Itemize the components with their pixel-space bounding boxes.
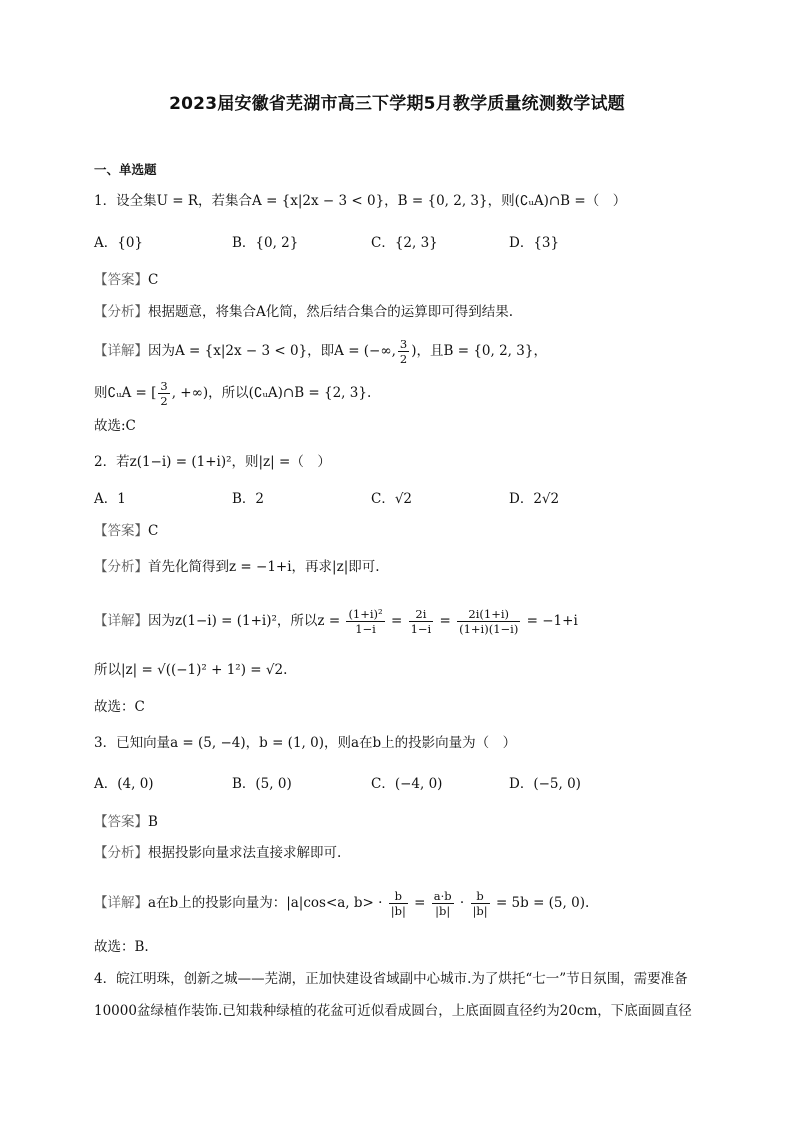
question-3-stem: 3．已知向量a = (5, −4)，b = (1, 0)，则a在b上的投影向量为（ ） bbox=[94, 735, 517, 751]
q1-answer bbox=[94, 270, 158, 290]
q1-option-b: B．{0, 2} bbox=[232, 235, 299, 251]
detail-label: 【详解】 bbox=[94, 895, 148, 911]
q2-f2-numerator: 2i bbox=[409, 607, 434, 622]
q3-conclusion: 故选：B. bbox=[94, 939, 149, 955]
q3-detail-text: a在b上的投影向量为：|a|cos<a, b> · bbox=[148, 895, 383, 911]
q3-detail-result: = 5b = (5, 0). bbox=[495, 895, 590, 911]
q1-fraction-numerator: 3 bbox=[399, 337, 408, 351]
detail-label: 【详解】 bbox=[94, 343, 148, 359]
analysis-label: 【分析】 bbox=[94, 559, 148, 575]
section-heading: 一、单选题 bbox=[94, 162, 157, 177]
q3-analysis bbox=[94, 843, 341, 863]
q3-fraction-3 bbox=[471, 889, 490, 918]
q3-fraction-1 bbox=[389, 889, 408, 918]
question-4-line-2: 10000盆绿植作装饰.已知栽种绿植的花盆可近似看成圆台，上底面圆直径约为20cm，下底面圆直径 bbox=[94, 1003, 692, 1019]
q3-option-b: B．(5, 0) bbox=[232, 776, 292, 792]
q2-f1-denominator: 1−i bbox=[355, 622, 376, 636]
q2-answer-value: C bbox=[148, 523, 159, 539]
q3-answer-value: B bbox=[148, 814, 158, 830]
answer-label: 【答案】 bbox=[94, 272, 148, 288]
q2-fraction-2 bbox=[409, 607, 434, 636]
q1-detail-text-tail: )，且B = {0, 2, 3}， bbox=[411, 343, 547, 359]
q3-g3-numerator: b bbox=[471, 889, 490, 904]
q1-analysis bbox=[94, 302, 513, 322]
q3-option-a: A．(4, 0) bbox=[94, 776, 154, 792]
question-1-stem: 1．设全集U = R，若集合A = {x|2x − 3 < 0}，B = {0, 2, 3}，则(∁ᵤA)∩B =（ ） bbox=[94, 193, 627, 209]
q2-option-b: B．2 bbox=[232, 491, 265, 507]
q1-fraction-2 bbox=[158, 379, 169, 408]
q3-g1-numerator: b bbox=[389, 889, 408, 904]
q3-g2-denominator: |b| bbox=[435, 904, 451, 918]
q1-option-c: C．{2, 3} bbox=[371, 235, 438, 251]
page-title: 2023届安徽省芜湖市高三下学期5月教学质量统测数学试题 bbox=[169, 94, 625, 114]
q2-f3-numerator: 2i(1+i) bbox=[457, 607, 520, 622]
answer-label: 【答案】 bbox=[94, 814, 148, 830]
q3-g3-denominator: |b| bbox=[472, 904, 488, 918]
q1-complement-result: , +∞)，所以(∁ᵤA)∩B = {2, 3}. bbox=[171, 385, 372, 401]
q1-analysis-text: 根据题意，将集合A化简，然后结合集合的运算即可得到结果. bbox=[148, 304, 514, 320]
q1-detail-line-1 bbox=[94, 337, 547, 366]
question-2-stem: 2．若z(1−i) = (1+i)²，则|z| =（ ） bbox=[94, 454, 331, 470]
q1-complement-text: 则∁ᵤA = [ bbox=[94, 385, 157, 401]
q3-g2-numerator: a·b bbox=[433, 889, 452, 903]
q2-detail-line-2: 所以|z| = √((−1)² + 1²) = √2. bbox=[94, 662, 288, 678]
q1-fraction-2-denominator: 2 bbox=[160, 394, 168, 408]
answer-label: 【答案】 bbox=[94, 523, 148, 539]
q2-answer bbox=[94, 521, 158, 541]
q2-f3-denominator: (1+i)(1−i) bbox=[459, 622, 519, 636]
q2-analysis-text: 首先化简得到z = −1+i，再求|z|即可. bbox=[148, 559, 380, 575]
q2-option-c: C．√2 bbox=[371, 491, 413, 507]
question-4-line-1: 4．皖江明珠，创新之城——芜湖，正加快建设省域副中心城市.为了烘托“七一”节日氛围，需要准备 bbox=[94, 971, 688, 987]
q1-fraction bbox=[398, 337, 409, 366]
q3-option-d: D．(−5, 0) bbox=[509, 776, 581, 792]
q1-answer-value: C bbox=[148, 272, 159, 288]
q2-detail-line-1: 【详解】因为z(1−i) = (1+i)²，所以z = $\frac{\text{(1+i)²}}{1-i}$ = $\frac{2i}{1-i}$ = $\frac{2i(1+i)}{(1+i)(1-i)}$ = −1+i bbox=[94, 607, 578, 636]
q2-fraction-3 bbox=[457, 607, 520, 636]
q1-option-a: A．{0} bbox=[94, 235, 144, 251]
q3-g1-denominator: |b| bbox=[390, 904, 406, 918]
q1-fraction-denominator: 2 bbox=[399, 352, 408, 366]
q2-f2-denominator: 1−i bbox=[410, 622, 432, 636]
q3-answer bbox=[94, 812, 158, 832]
detail-label: 【详解】 bbox=[94, 613, 148, 629]
q2-conclusion: 故选：C bbox=[94, 699, 145, 715]
analysis-label: 【分析】 bbox=[94, 304, 148, 320]
q2-detail-text: 因为z(1−i) = (1+i)²，所以z = bbox=[148, 613, 341, 629]
analysis-label: 【分析】 bbox=[94, 845, 148, 861]
q2-fraction-1 bbox=[346, 607, 384, 636]
q1-detail-text: 因为A = {x|2x − 3 < 0}，即A = (−∞, bbox=[148, 343, 396, 359]
q3-option-c: C．(−4, 0) bbox=[371, 776, 443, 792]
q3-fraction-2 bbox=[432, 889, 454, 918]
q1-option-d: D．{3} bbox=[509, 235, 560, 251]
q3-analysis-text: 根据投影向量求法直接求解即可. bbox=[148, 845, 342, 861]
q1-fraction-2-numerator: 3 bbox=[160, 379, 168, 393]
q2-option-a: A．1 bbox=[94, 491, 126, 507]
q2-option-d: D．2√2 bbox=[509, 491, 560, 507]
q2-analysis bbox=[94, 557, 380, 577]
q3-detail: 【详解】a在b上的投影向量为：|a|cos<a, b> · $\frac{b}{|b|}$ = $\frac{a\cdot b}{|b|}$ · $\frac{b}{|b|}$ = 5b = (5, 0). bbox=[94, 889, 590, 918]
q2-detail-result: = −1+i bbox=[526, 613, 578, 629]
q1-conclusion: 故选:C bbox=[94, 418, 136, 434]
q2-f1-numerator: (1+i)² bbox=[348, 607, 383, 621]
q1-detail-line-2 bbox=[94, 379, 371, 408]
